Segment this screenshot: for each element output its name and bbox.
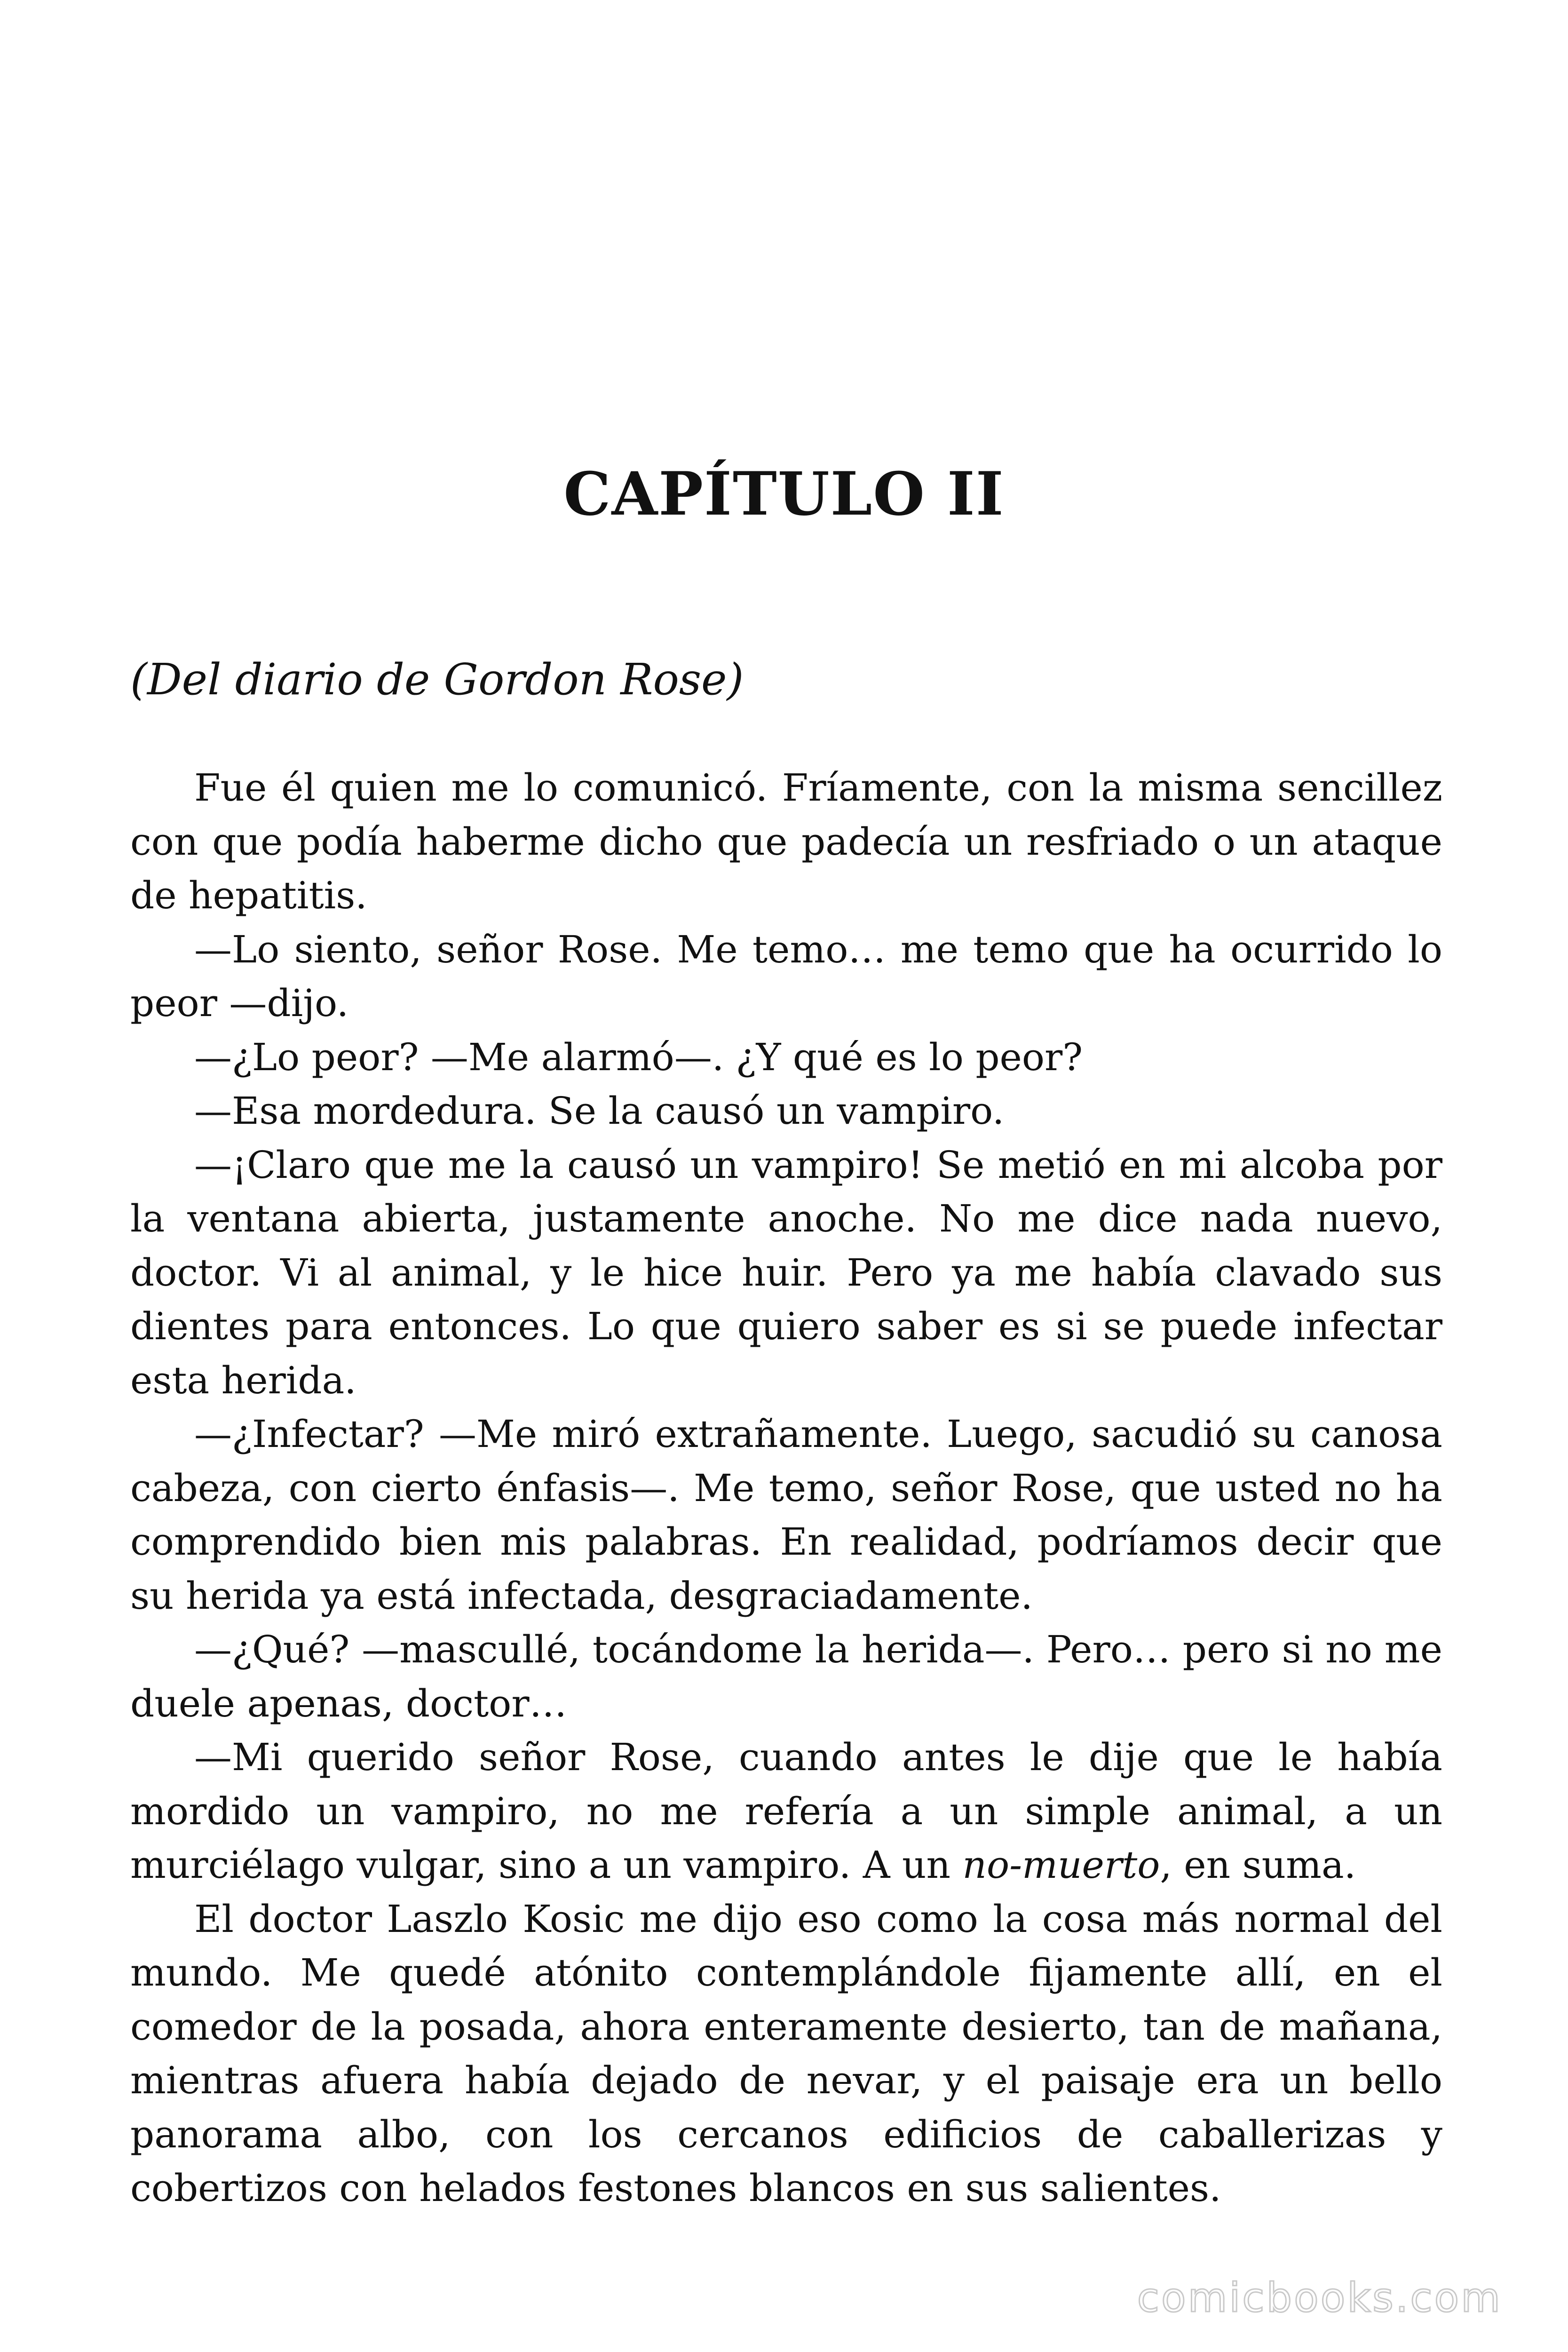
watermark: comicbooks.com [1137,2274,1502,2321]
chapter-body [130,761,1442,2216]
paragraph: —¡Claro que me la causó un vampiro! Se metió en mi alcoba por la ventana abierta, justamente anoche. No me dice nada nuevo, doctor. Vi al animal, y le hice huir. Pero ya me había clavado sus dientes para entonces. Lo que quiero saber es si se puede infectar esta herida. [130,1143,1442,1402]
paragraph [130,1731,1442,1892]
paragraph: —¿Qué? —mascullé, tocándome la herida—. Pero… pero si no me duele apenas, doctor… [130,1628,1442,1725]
paragraph: Fue él quien me lo comunicó. Fríamente, con la misma sencillez con que podía haberme dicho que padecía un resfriado o un ataque de hepatitis. [130,766,1442,917]
paragraph-text: , en suma. [1160,1843,1356,1887]
chapter-subtitle: (Del diario de Gordon Rose) [130,654,744,705]
paragraph: —¿Lo peor? —Me alarmó—. ¿Y qué es lo peor? [194,1035,1083,1079]
chapter-title: CAPÍTULO II [563,459,1005,529]
paragraph: —Lo siento, señor Rose. Me temo… me temo que ha ocurrido lo peor —dijo. [130,927,1442,1025]
paragraph: —Esa mordedura. Se la causó un vampiro. [194,1089,1005,1133]
emphasized-text: no-muerto [962,1843,1160,1887]
paragraph: —¿Infectar? —Me miró extrañamente. Luego, sacudió su canosa cabeza, con cierto énfasis—. Me temo, señor Rose, que usted no ha comprendido bien mis palabras. En realidad, podríamos decir que su herida ya está infectada, desgraciadamente. [130,1412,1442,1618]
paragraph-text: —Mi querido señor Rose, cuando antes le dije que le había mordido un vampiro, no me refería a un simple animal, a un murciélago vulgar, sino a un vampiro. A un [130,1735,1442,1887]
paragraph: El doctor Laszlo Kosic me dijo eso como la cosa más normal del mundo. Me quedé atónito contemplándole fijamente allí, en el comedor de la posada, ahora enteramente desierto, tan de mañana, mientras afuera había dejado de nevar, y el paisaje era un bello panorama albo, con los cercanos edificios de caballerizas y cobertizos con helados festones blancos en sus salientes. [130,1897,1442,2210]
